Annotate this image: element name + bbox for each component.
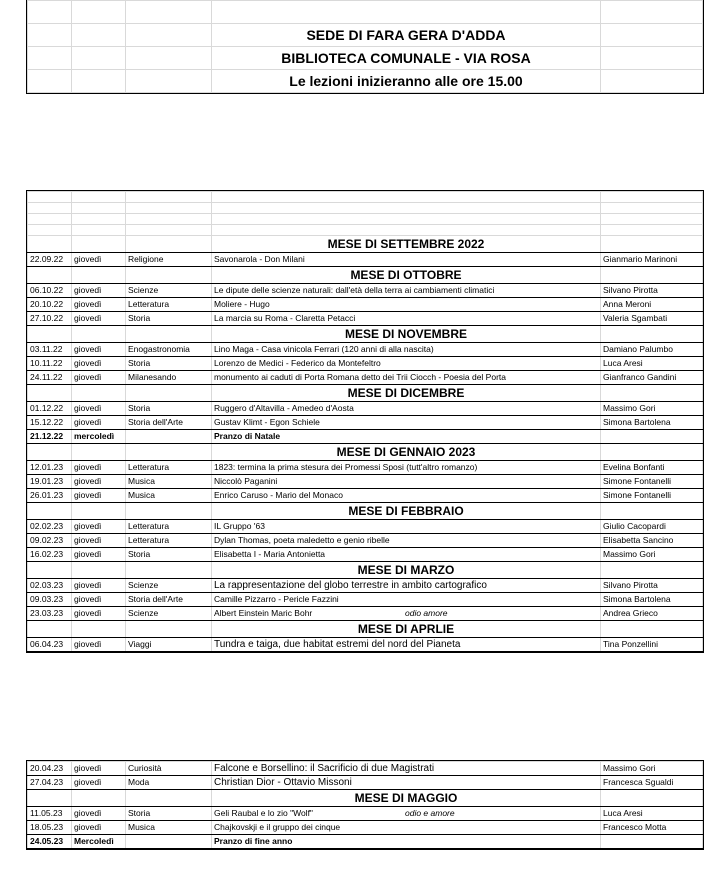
speaker-cell	[601, 835, 703, 849]
empty-cell	[72, 47, 126, 70]
day-cell: giovedì	[72, 638, 126, 652]
topic-cell: Moliere - Hugo	[212, 298, 601, 312]
subject-cell: Letteratura	[126, 534, 212, 548]
empty-cell	[212, 1, 601, 24]
empty-cell	[126, 47, 212, 70]
empty-cell	[28, 203, 72, 214]
subject-cell: Scienze	[126, 607, 212, 621]
empty-cell	[28, 47, 72, 70]
table-row	[28, 835, 703, 849]
empty-cell	[72, 24, 126, 47]
subject-cell: Musica	[126, 489, 212, 503]
subject-cell: Moda	[126, 776, 212, 790]
table-row	[28, 776, 703, 790]
speaker-cell: Valeria Sgambati	[601, 312, 703, 326]
day-cell: giovedì	[72, 416, 126, 430]
day-cell: giovedì	[72, 284, 126, 298]
date-cell: 01.12.22	[28, 402, 72, 416]
empty-cell	[601, 385, 703, 402]
day-cell: giovedì	[72, 253, 126, 267]
subject-cell: Storia dell'Arte	[126, 416, 212, 430]
table-row	[28, 821, 703, 835]
speaker-cell: Massimo Gori	[601, 762, 703, 776]
empty-cell	[126, 385, 212, 402]
header-line-1: SEDE DI FARA GERA D'ADDA	[212, 24, 601, 47]
speaker-cell: Francesco Motta	[601, 821, 703, 835]
date-cell: 27.04.23	[28, 776, 72, 790]
day-cell: giovedì	[72, 593, 126, 607]
empty-cell	[72, 70, 126, 93]
subject-cell: Letteratura	[126, 461, 212, 475]
empty-cell	[28, 326, 72, 343]
topic-note: odio amore	[405, 608, 448, 618]
empty-cell	[72, 236, 126, 253]
date-cell: 19.01.23	[28, 475, 72, 489]
table-row	[28, 607, 703, 621]
empty-cell	[126, 790, 212, 807]
empty-cell	[72, 203, 126, 214]
topic-cell: Dylan Thomas, poeta maledetto e genio ribelle	[212, 534, 601, 548]
topic-cell: monumento ai caduti di Porta Romana detto dei Trii Ciocch - Poesia del Porta	[212, 371, 601, 385]
date-cell: 26.01.23	[28, 489, 72, 503]
empty-cell	[126, 503, 212, 520]
empty-cell	[601, 214, 703, 225]
empty-cell	[28, 621, 72, 638]
topic-cell: La marcia su Roma - Claretta Petacci	[212, 312, 601, 326]
date-cell: 27.10.22	[28, 312, 72, 326]
topic-cell: Elisabetta I - Maria Antonietta	[212, 548, 601, 562]
table-row	[28, 357, 703, 371]
day-cell: giovedì	[72, 298, 126, 312]
empty-cell	[72, 214, 126, 225]
day-cell: giovedì	[72, 607, 126, 621]
empty-cell	[601, 562, 703, 579]
topic-cell: IL Gruppo '63	[212, 520, 601, 534]
empty-cell	[126, 326, 212, 343]
empty-cell	[28, 225, 72, 236]
header-table	[27, 0, 703, 93]
topic-cell: Chajkovskji e il gruppo dei cinque	[212, 821, 601, 835]
subject-cell	[126, 430, 212, 444]
table-row	[28, 284, 703, 298]
empty-cell	[601, 70, 703, 93]
empty-cell	[28, 790, 72, 807]
empty-cell	[601, 236, 703, 253]
empty-cell	[72, 562, 126, 579]
speaker-cell: Simona Bartolena	[601, 416, 703, 430]
table-row	[28, 638, 703, 652]
empty-cell	[28, 562, 72, 579]
table-row	[28, 298, 703, 312]
topic-cell: Gustav Klimt - Egon Schiele	[212, 416, 601, 430]
empty-cell	[601, 203, 703, 214]
date-cell: 16.02.23	[28, 548, 72, 562]
table-row	[28, 312, 703, 326]
day-cell: giovedì	[72, 312, 126, 326]
empty-cell	[28, 444, 72, 461]
table-row	[28, 371, 703, 385]
table-row	[28, 534, 703, 548]
speaker-cell: Simona Bartolena	[601, 593, 703, 607]
month-heading-may: MESE DI MAGGIO	[212, 790, 601, 807]
subject-cell: Storia dell'Arte	[126, 593, 212, 607]
topic-cell: Camille Pizzarro - Pericle Fazzini	[212, 593, 601, 607]
speaker-cell: Elisabetta Sancino	[601, 534, 703, 548]
date-cell: 21.12.22	[28, 430, 72, 444]
date-cell: 11.05.23	[28, 807, 72, 821]
topic-text: Albert Einstein Maric Bohr	[214, 608, 313, 619]
empty-cell	[126, 214, 212, 225]
topic-cell: Niccolò Paganini	[212, 475, 601, 489]
empty-cell	[601, 225, 703, 236]
month-heading-october: MESE DI OTTOBRE	[212, 267, 601, 284]
subject-cell: Storia	[126, 548, 212, 562]
speaker-cell: Damiano Palumbo	[601, 343, 703, 357]
empty-cell	[72, 790, 126, 807]
date-cell: 24.11.22	[28, 371, 72, 385]
table-row	[28, 548, 703, 562]
empty-cell	[212, 214, 601, 225]
subject-cell: Religione	[126, 253, 212, 267]
subject-cell: Musica	[126, 475, 212, 489]
speaker-cell: Gianmario Marinoni	[601, 253, 703, 267]
date-cell: 10.11.22	[28, 357, 72, 371]
speaker-cell: Francesca Sgualdi	[601, 776, 703, 790]
date-cell: 09.02.23	[28, 534, 72, 548]
date-cell: 12.01.23	[28, 461, 72, 475]
speaker-cell: Tina Ponzellini	[601, 638, 703, 652]
date-cell: 06.10.22	[28, 284, 72, 298]
subject-cell: Curiosità	[126, 762, 212, 776]
table-row	[28, 520, 703, 534]
speaker-cell: Luca Aresi	[601, 357, 703, 371]
empty-cell	[126, 225, 212, 236]
empty-cell	[72, 225, 126, 236]
empty-cell	[601, 444, 703, 461]
empty-cell	[72, 444, 126, 461]
topic-cell: Pranzo di Natale	[212, 430, 601, 444]
subject-cell: Storia	[126, 402, 212, 416]
empty-cell	[72, 621, 126, 638]
empty-cell	[126, 70, 212, 93]
table-row	[28, 343, 703, 357]
empty-cell	[601, 790, 703, 807]
subject-cell: Storia	[126, 312, 212, 326]
empty-cell	[72, 326, 126, 343]
month-heading-february: MESE DI FEBBRAIO	[212, 503, 601, 520]
day-cell: giovedì	[72, 357, 126, 371]
empty-cell	[601, 24, 703, 47]
table-row	[28, 593, 703, 607]
table-row	[28, 461, 703, 475]
empty-cell	[28, 267, 72, 284]
empty-cell	[212, 225, 601, 236]
day-cell: giovedì	[72, 489, 126, 503]
speaker-cell: Luca Aresi	[601, 807, 703, 821]
table-row	[28, 402, 703, 416]
day-cell: giovedì	[72, 371, 126, 385]
month-heading-january: MESE DI GENNAIO 2023	[212, 444, 601, 461]
date-cell: 23.03.23	[28, 607, 72, 621]
topic-cell: Pranzo di fine anno	[212, 835, 601, 849]
table-row	[28, 762, 703, 776]
schedule-table	[27, 191, 703, 652]
day-cell: giovedì	[72, 520, 126, 534]
topic-cell: Christian Dior - Ottavio Missoni	[212, 776, 601, 790]
topic-cell: Ruggero d'Altavilla - Amedeo d'Aosta	[212, 402, 601, 416]
table-row	[28, 430, 703, 444]
date-cell: 06.04.23	[28, 638, 72, 652]
day-cell: mercoledì	[72, 430, 126, 444]
date-cell: 09.03.23	[28, 593, 72, 607]
topic-cell: Falcone e Borsellino: il Sacrificio di due Magistrati	[212, 762, 601, 776]
empty-cell	[126, 444, 212, 461]
empty-cell	[601, 192, 703, 203]
speaker-cell: Anna Meroni	[601, 298, 703, 312]
empty-cell	[28, 24, 72, 47]
topic-cell: Lorenzo de Medici - Federico da Montefeltro	[212, 357, 601, 371]
speaker-cell: Andrea Grieco	[601, 607, 703, 621]
date-cell: 02.03.23	[28, 579, 72, 593]
date-cell: 24.05.23	[28, 835, 72, 849]
subject-cell: Scienze	[126, 284, 212, 298]
subject-cell: Enogastronomia	[126, 343, 212, 357]
topic-cell: 1823: termina la prima stesura dei Promessi Sposi (tutt'altro romanzo)	[212, 461, 601, 475]
day-cell: giovedì	[72, 579, 126, 593]
speaker-cell: Gianfranco Gandini	[601, 371, 703, 385]
topic-cell: Le dipute delle scienze naturali: dall'età della terra ai cambiamenti climatici	[212, 284, 601, 298]
empty-cell	[126, 267, 212, 284]
speaker-cell: Massimo Gori	[601, 548, 703, 562]
subject-cell: Storia	[126, 807, 212, 821]
date-cell: 18.05.23	[28, 821, 72, 835]
day-cell: giovedì	[72, 807, 126, 821]
empty-cell	[72, 267, 126, 284]
empty-cell	[126, 621, 212, 638]
speaker-cell: Simone Fontanelli	[601, 489, 703, 503]
empty-cell	[28, 385, 72, 402]
empty-cell	[601, 1, 703, 24]
speaker-cell: Silvano Pirotta	[601, 284, 703, 298]
subject-cell: Letteratura	[126, 298, 212, 312]
subject-cell: Scienze	[126, 579, 212, 593]
topic-cell: Lino Maga - Casa vinicola Ferrari (120 anni di alla nascita)	[212, 343, 601, 357]
empty-cell	[126, 24, 212, 47]
empty-cell	[601, 47, 703, 70]
date-cell: 02.02.23	[28, 520, 72, 534]
table-row	[28, 489, 703, 503]
day-cell: Mercoledì	[72, 835, 126, 849]
speaker-cell: Evelina Bonfanti	[601, 461, 703, 475]
empty-cell	[126, 562, 212, 579]
date-cell: 20.04.23	[28, 762, 72, 776]
empty-cell	[72, 192, 126, 203]
empty-cell	[126, 236, 212, 253]
table-row	[28, 416, 703, 430]
empty-cell	[601, 326, 703, 343]
date-cell: 20.10.22	[28, 298, 72, 312]
speaker-cell: Silvano Pirotta	[601, 579, 703, 593]
empty-cell	[28, 1, 72, 24]
empty-cell	[28, 503, 72, 520]
empty-cell	[212, 203, 601, 214]
topic-cell: La rappresentazione del globo terrestre in ambito cartografico	[212, 579, 601, 593]
day-cell: giovedì	[72, 821, 126, 835]
empty-cell	[28, 70, 72, 93]
speaker-cell: Massimo Gori	[601, 402, 703, 416]
empty-cell	[28, 214, 72, 225]
subject-cell: Milanesando	[126, 371, 212, 385]
topic-note: odio e amore	[405, 808, 455, 818]
topic-cell	[212, 807, 601, 821]
topic-cell: Savonarola - Don Milani	[212, 253, 601, 267]
empty-cell	[72, 1, 126, 24]
speaker-cell: Giulio Cacopardi	[601, 520, 703, 534]
empty-cell	[601, 267, 703, 284]
subject-cell: Musica	[126, 821, 212, 835]
topic-cell: Tundra e taiga, due habitat estremi del nord del Pianeta	[212, 638, 601, 652]
header-line-3: Le lezioni inizieranno alle ore 15.00	[212, 70, 601, 93]
header-line-2: BIBLIOTECA COMUNALE - VIA ROSA	[212, 47, 601, 70]
month-heading-march: MESE DI MARZO	[212, 562, 601, 579]
topic-cell: Enrico Caruso - Mario del Monaco	[212, 489, 601, 503]
day-cell: giovedì	[72, 762, 126, 776]
subject-cell: Viaggi	[126, 638, 212, 652]
month-heading-december: MESE DI DICEMBRE	[212, 385, 601, 402]
topic-cell	[212, 607, 601, 621]
day-cell: giovedì	[72, 776, 126, 790]
subject-cell: Storia	[126, 357, 212, 371]
empty-cell	[72, 503, 126, 520]
date-cell: 22.09.22	[28, 253, 72, 267]
empty-cell	[126, 192, 212, 203]
topic-text: Geli Raubal e lo zio "Wolf"	[214, 808, 313, 819]
empty-cell	[126, 203, 212, 214]
empty-cell	[601, 621, 703, 638]
day-cell: giovedì	[72, 343, 126, 357]
table-row	[28, 579, 703, 593]
month-heading-april: MESE DI APRLIE	[212, 621, 601, 638]
month-heading-september: MESE DI SETTEMBRE 2022	[212, 236, 601, 253]
empty-cell	[601, 503, 703, 520]
month-heading-november: MESE DI NOVEMBRE	[212, 326, 601, 343]
date-cell: 15.12.22	[28, 416, 72, 430]
subject-cell	[126, 835, 212, 849]
day-cell: giovedì	[72, 402, 126, 416]
day-cell: giovedì	[72, 461, 126, 475]
table-row	[28, 253, 703, 267]
table-row	[28, 475, 703, 489]
empty-cell	[212, 192, 601, 203]
subject-cell: Letteratura	[126, 520, 212, 534]
speaker-cell: Simone Fontanelli	[601, 475, 703, 489]
day-cell: giovedì	[72, 548, 126, 562]
day-cell: giovedì	[72, 475, 126, 489]
schedule-table-continued	[27, 761, 703, 849]
empty-cell	[126, 1, 212, 24]
date-cell: 03.11.22	[28, 343, 72, 357]
table-row	[28, 807, 703, 821]
day-cell: giovedì	[72, 534, 126, 548]
speaker-cell	[601, 430, 703, 444]
empty-cell	[28, 236, 72, 253]
empty-cell	[72, 385, 126, 402]
empty-cell	[28, 192, 72, 203]
